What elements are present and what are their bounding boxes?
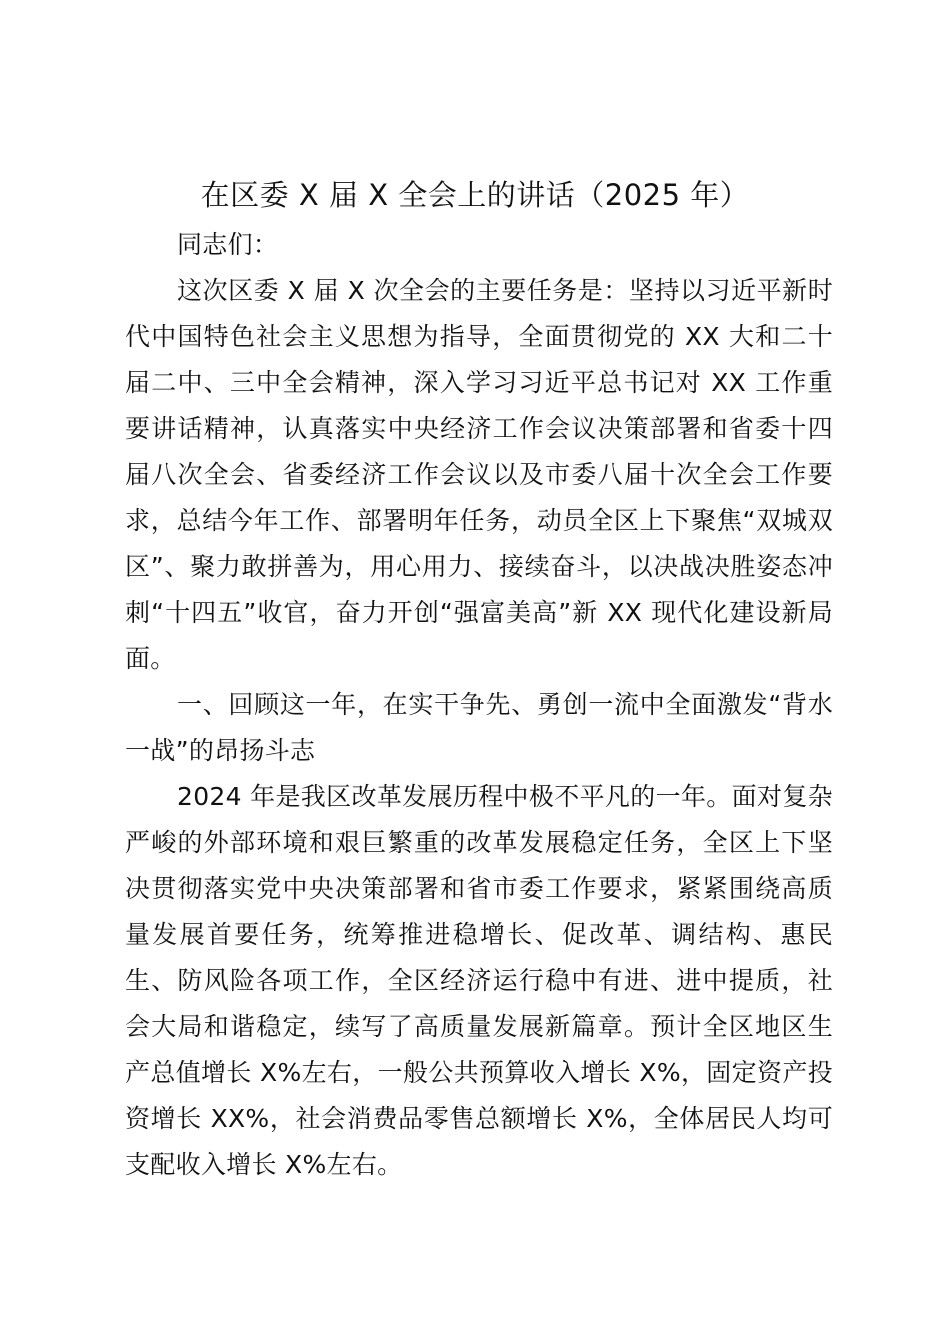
intro-paragraph: 这次区委 X 届 X 次全会的主要任务是：坚持以习近平新时代中国特色社会主义思想为指导，全面贯彻党的 XX 大和二十届二中、三中全会精神，深入学习习近平总书记对 XX 工作重要讲话精神，认真落实中央经济工作会议决策部署和省委十四届八次全会、省委经济工作会议以及市委八届十次全会工作要求，总结今年工作、部署明年任务，动员全区上下聚焦“双城双区”、聚力敢拼善为，用心用力、接续奋斗，以决战决胜姿态冲刺“十四五”收官，奋力开创“强富美高”新 XX 现代化建设新局面。 [125,276,833,673]
section-1-paragraph: 2024 年是我区改革发展历程中极不平凡的一年。面对复杂严峻的外部环境和艰巨繁重的改革发展稳定任务，全区上下坚决贯彻落实党中央决策部署和省市委工作要求，紧紧围绕高质量发展首要任务，统筹推进稳增长、促改革、调结构、惠民生、防风险各项工作，全区经济运行稳中有进、进中提质，社会大局和谐稳定，续写了高质量发展新篇章。预计全区地区生产总值增长 X%左右，一般公共预算收入增长 X%，固定资产投资增长 XX%，社会消费品零售总额增长 X%，全体居民人均可支配收入增长 X%左右。 [125,782,833,1179]
section-heading-1: 一、回顾这一年，在实干争先、勇创一流中全面激发“背水一战”的昂扬斗志 [125,690,833,765]
document-title: 在区委 X 届 X 全会上的讲话（2025 年） [200,178,750,212]
salutation: 同志们： [177,230,279,259]
document-body [125,222,833,1188]
